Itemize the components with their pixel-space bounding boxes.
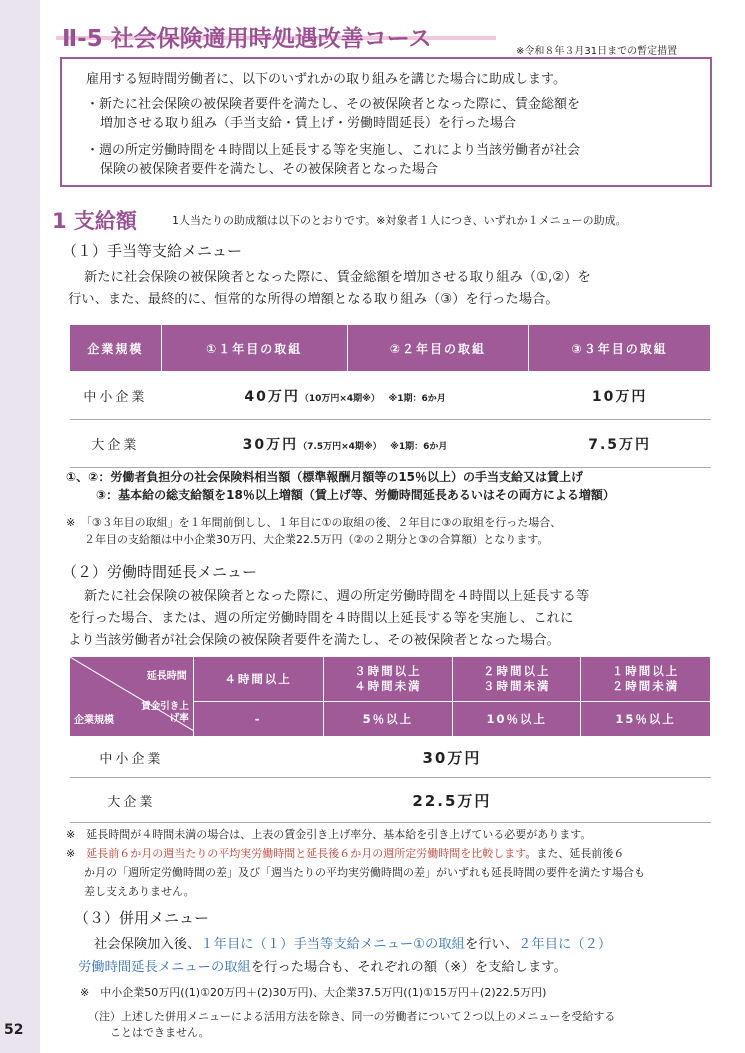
table-row — [70, 372, 711, 420]
col-hours — [193, 657, 323, 702]
menu2-heading: （２）労働時間延長メニュー — [62, 563, 258, 581]
row-label: 大企業 — [70, 420, 162, 468]
note-text: 。また、延長前後６ — [525, 847, 625, 860]
col-hours — [323, 657, 453, 702]
menu3-note-1: ※ 中小企業50万円((1)①20万円＋(2)30万円)、大企業37.5万円((1)①15万円＋(2)22.5万円) — [80, 986, 547, 999]
menu3-para-line1 — [94, 934, 611, 956]
period-note: ※1期：6か月 — [388, 393, 446, 404]
row-label: 中小企業 — [70, 737, 194, 778]
menu3-para-line2 — [78, 957, 567, 979]
row-value: 22.5万円 — [193, 778, 710, 823]
section-note: 1人当たりの助成額は以下のとおりです。※対象者１人につき、いずれか１メニューの助成。 — [172, 214, 627, 227]
menu1-note-3-line2: ２年目の支給額は中小企業30万円、大企業22.5万円（②の２期分と③の合算額）となります。 — [84, 533, 549, 546]
menu3-heading: （３）併用メニュー — [74, 909, 210, 927]
corner-label-hours: 延長時間 — [146, 671, 187, 682]
col-hours — [453, 657, 581, 702]
header-year1: ①１年目の取組 — [161, 325, 347, 372]
section-title: 1 支給額 — [52, 209, 137, 233]
menu1-heading: （１）手当等支給メニュー — [62, 242, 243, 260]
menu1-note-3-line1: ※ 「③３年目の取組」を１年間前倒しし、１年目に①の取組の後、２年目に③の取組を行った場合、 — [66, 516, 562, 529]
menu2-note-1: ※ 延長時間が４時間未満の場合は、上表の賃金引き上げ率分、基本給を引き上げている必要があります。 — [66, 828, 592, 841]
note-mark: ※ — [66, 847, 87, 860]
menu3-note-2-line1: （注）上述した併用メニューによる活用方法を除き、同一の労働者について２つ以上のメニューを受給する — [88, 1010, 616, 1023]
menu2-table — [69, 656, 711, 823]
menu1-table-header — [70, 325, 711, 372]
menu1-para-line2: 行い、また、最終的に、恒常的な所得の増額となる取り組み（③）を行った場合。 — [68, 292, 559, 307]
col-hours-line2: ３時間未満 — [482, 679, 551, 693]
summary-bullet-2-line2: 保険の被保険者要件を満たし、その被保険者となった場合 — [100, 162, 439, 177]
menu1-note-2: ③：基本給の総支給額を18％以上増額（賃上げ等、労働時間延長あるいはその両方による増額） — [96, 488, 615, 502]
amount-detail: （7.5万円×4期※） — [298, 441, 378, 452]
row-value: 30万円 — [193, 737, 710, 778]
year1-2-amount — [161, 420, 528, 468]
header-year2: ②２年目の取組 — [347, 325, 529, 372]
amount-detail: （10万円×4期※） — [299, 393, 376, 404]
col-hours — [581, 657, 711, 702]
row-label: 中小企業 — [70, 372, 162, 420]
year3-amount: 10万円 — [529, 372, 711, 420]
col-hours-line1: １時間以上 — [611, 664, 680, 678]
summary-bullet-1-line2: 増加させる取り組み（手当支給・賃上げ・労働時間延長）を行った場合 — [100, 116, 517, 131]
note-highlight: 延長前６か月の週当たりの平均実労働時間と延長後６か月の週所定労働時間を比較します — [86, 847, 526, 860]
title-note: ※令和８年３月31日までの暫定措置 — [516, 46, 678, 57]
year3-amount: 7.5万円 — [529, 420, 711, 468]
menu2-table-header-hours — [70, 657, 711, 702]
table-row — [70, 420, 711, 468]
col-hours-line1: ３時間以上 — [354, 664, 422, 678]
menu1-table — [69, 324, 711, 468]
summary-intro: 雇用する短時間労働者に、以下のいずれかの取り組みを講じた場合に助成します。 — [86, 72, 566, 87]
corner-label-company: 企業規模 — [74, 715, 114, 726]
header-company-size: 企業規模 — [70, 325, 162, 372]
text: 社会保険加入後、 — [94, 937, 201, 952]
row-label: 大企業 — [70, 778, 194, 823]
table-row — [70, 778, 711, 823]
amount: 30万円 — [242, 436, 299, 453]
summary-bullet-1-line1: ・新たに社会保険の被保険者要件を満たし、その被保険者となった際に、賃金総額を — [86, 97, 581, 112]
menu2-note-2-line3: 差し支えありません。 — [84, 885, 195, 898]
page-number: 52 — [4, 1022, 24, 1038]
table-corner-cell — [70, 657, 194, 737]
year1-2-amount — [161, 372, 528, 420]
menu2-note-2-line1 — [66, 845, 624, 863]
header-year3: ③３年目の取組 — [529, 325, 711, 372]
table-row — [70, 737, 711, 778]
col-rate: 5％以上 — [323, 702, 453, 737]
menu2-para-line2: を行った場合、または、週の所定労働時間を４時間以上延長する等を実施し、これに — [68, 611, 574, 626]
corner-label-raise: 賃金引き上げ率 — [141, 701, 189, 724]
highlight: １年目に（１）手当等支給メニュー①の取組 — [200, 937, 465, 952]
period-note: ※1期：6か月 — [390, 441, 448, 452]
col-rate: 10％以上 — [453, 702, 581, 737]
menu2-para-line1: 新たに社会保険の被保険者となった際に、週の所定労働時間を４時間以上延長する等 — [84, 589, 590, 604]
amount: 40万円 — [244, 388, 300, 405]
text: を行い、 — [464, 937, 519, 952]
highlight: 労働時間延長メニューの取組 — [78, 960, 251, 975]
page-sidebar — [0, 0, 40, 1053]
menu1-para-line1: 新たに社会保険の被保険者となった際に、賃金総額を増加させる取り組み（①,②）を — [84, 270, 591, 285]
text: を行った場合も、それぞれの額（※）を支給します。 — [250, 960, 567, 975]
menu2-para-line3: より当該労働者が社会保険の被保険者要件を満たし、その被保険者となった場合。 — [68, 633, 560, 648]
col-hours-line1: ２時間以上 — [482, 664, 551, 678]
menu2-note-2-line2: か月の「週所定労働時間の差」及び「週当たりの平均実労働時間の差」がいずれも延長時間の要件を満たす場合も — [84, 866, 645, 879]
menu1-note-1: ①、②：労働者負担分の社会保険料相当額（標準報酬月額等の15％以上）の手当支給又は賃上げ — [66, 470, 584, 484]
col-hours-line1: ４時間以上 — [224, 671, 292, 686]
col-rate: - — [193, 702, 323, 737]
menu3-note-2-line2: ことはできません。 — [110, 1026, 210, 1039]
col-rate: 15％以上 — [581, 702, 711, 737]
page-title: Ⅱ-5 社会保険適用時処遇改善コース — [62, 26, 432, 52]
highlight: ２年目に（２） — [518, 937, 612, 952]
col-hours-line2: ４時間未満 — [354, 679, 422, 693]
col-hours-line2: ２時間未満 — [611, 679, 680, 693]
summary-bullet-2-line1: ・週の所定労働時間を４時間以上延長する等を実施し、これにより当該労働者が社会 — [86, 143, 581, 158]
